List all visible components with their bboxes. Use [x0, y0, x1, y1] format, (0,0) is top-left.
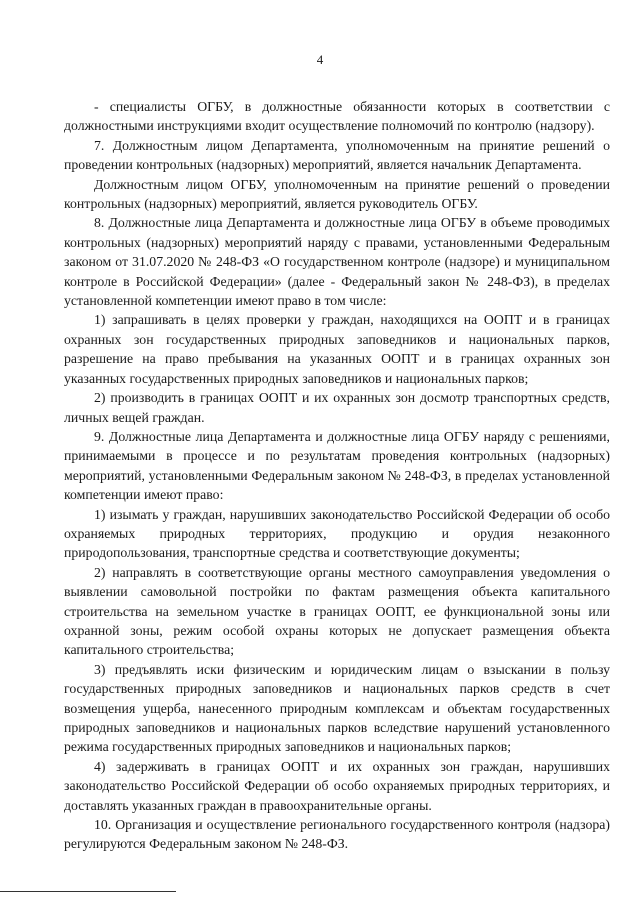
paragraph-9: 9. Должностные лица Департамента и должностные лица ОГБУ наряду с решениями, принимаемыми в процессе и по результатам проведения контрольных (надзорных) мероприятий, установленными Федеральным законом № 248-ФЗ, в пределах установленной компетенции имеют право:	[64, 428, 610, 503]
paragraph-specialists: - специалисты ОГБУ, в должностные обязанности которых в соответствии с должностными инструкциями входит осуществление полномочий по контролю (надзору).	[64, 99, 610, 134]
page-number: 4	[316, 52, 324, 67]
document-body	[64, 97, 610, 854]
paragraph-9-item-3: 3) предъявлять иски физическим и юридическим лицам о взыскании в пользу государственных природных заповедников и национальных парков средств в счет возмещения ущерба, нанесенного природным комплексам и объектам государственных природных заповедников и национальных парков вследствие нарушений установленного режима государственных природных заповедников и национальных парков;	[64, 661, 610, 755]
paragraph-9-item-4: 4) задерживать в границах ООПТ и их охранных зон граждан, нарушивших законодательство Российской Федерации об особо охраняемых природных территориях, и доставлять указанных граждан в правоохранительные органы.	[64, 758, 610, 813]
paragraph-9-item-2: 2) направлять в соответствующие органы местного самоуправления уведомления о выявлении самовольной постройки по фактам размещения объекта капитального строительства на земельном участке в границах ООПТ, ее функциональной зоны или охранной зоны, режим особой охраны которых не допускает размещения объекта капитального строительства;	[64, 564, 610, 658]
footnote-divider	[0, 891, 176, 892]
paragraph-8-item-1: 1) запрашивать в целях проверки у граждан, находящихся на ООПТ и в границах охранных зон государственных природных заповедников и национальных парков, разрешение на право пребывания на указанных ООПТ и в границах охранных зон указанных государственных природных заповедников и национальных парков;	[64, 312, 610, 386]
paragraph-7: 7. Должностным лицом Департамента, уполномоченным на принятие решений о проведении контрольных (надзорных) мероприятий, является начальник Департамента.	[64, 137, 610, 173]
paragraph-7-ogbu: Должностным лицом ОГБУ, уполномоченным на принятие решений о проведении контрольных (надзорных) мероприятий, является руководитель ОГБУ.	[64, 176, 610, 212]
paragraph-8: 8. Должностные лица Департамента и должностные лица ОГБУ в объеме проводимых контрольных (надзорных) мероприятий наряду с правами, установленными Федеральным законом от 31.07.2020 № 248-ФЗ «О государственном контроле (надзоре) и муниципальном контроле в Российской Федерации» (далее - Федеральный закон № 248-ФЗ), в пределах установленной компетенции имеют право в том числе:	[64, 215, 610, 309]
paragraph-10: 10. Организация и осуществление регионального государственного контроля (надзора) регулируются Федеральным законом № 248-ФЗ.	[64, 817, 610, 852]
paragraph-8-item-2: 2) производить в границах ООПТ и их охранных зон досмотр транспортных средств, личных вещей граждан.	[64, 390, 610, 425]
paragraph-9-item-1: 1) изымать у граждан, нарушивших законодательство Российской Федерации об особо охраняемых природных территориях, продукцию и орудия незаконного природопользования, транспортные средства и соответствующие документы;	[64, 506, 610, 561]
